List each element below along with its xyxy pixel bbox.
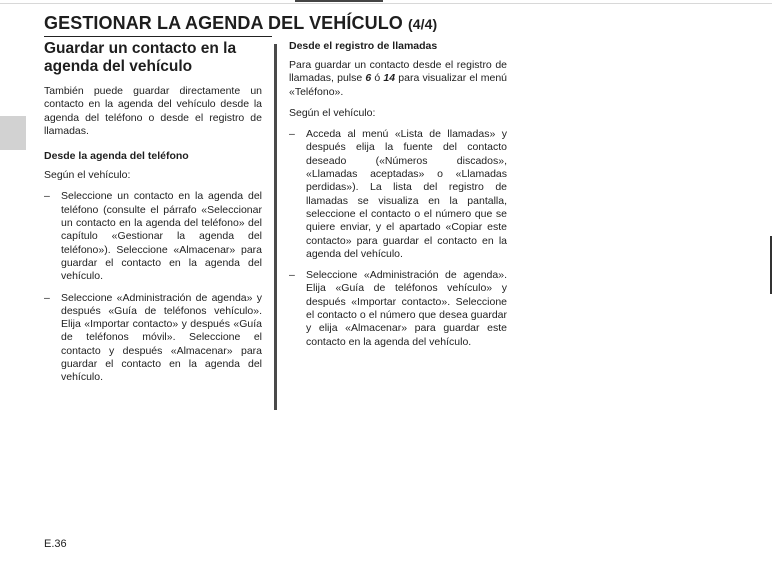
- page-title: [44, 13, 437, 34]
- list-item: – Seleccione «Administración de agenda». Elija «Guía de teléfonos vehículo» y después «Importar contacto». Seleccione el contacto o el número que desea guardar y elija «Almacenar» para guardar este contacto en la agenda del vehículo.: [289, 269, 507, 349]
- column-divider: [274, 44, 277, 410]
- intro-paragraph: También puede guardar directamente un contacto en la agenda del vehículo desde la agenda del teléfono o desde el registro de llamadas.: [44, 85, 262, 137]
- list-item: – Seleccione «Administración de agenda» y después «Guía de teléfonos vehículo». Elija «Importar contacto» y después «Guía de teléfonos móvil». Seleccione el contacto y después «Almacenar» para guardar el contacto en la agenda del vehículo.: [44, 292, 262, 385]
- instruction-list: [289, 128, 507, 349]
- right-column: [289, 40, 507, 357]
- subheading-phone-agenda: Desde la agenda del teléfono: [44, 150, 189, 163]
- key-6: 6: [365, 72, 372, 85]
- vehicle-condition-text: Según el vehículo:: [289, 106, 376, 119]
- list-item: – Acceda al menú «Lista de llamadas» y después elija la fuente del contacto deseado («Números discados», «Llamadas aceptadas» o «Llamadas perdidas»). La lista del registro de llamadas se visualiza en la pantalla, seleccione el contacto o el número que se quiere enviar, y el apartado «Copiar este contacto» para guardar el contacto en la agenda del vehículo.: [289, 128, 507, 261]
- page-part-indicator: (4/4): [408, 16, 438, 32]
- section-title: Guardar un contacto en la agenda del vehículo: [44, 40, 237, 75]
- call-log-intro: Para guardar un contacto desde el registro de llamadas, pulse 6 ó 14 para visualizar el menú «Teléfono».: [289, 59, 508, 98]
- top-border-line: [0, 3, 772, 4]
- list-item: – Seleccione un contacto en la agenda del teléfono (consulte el párrafo «Seleccionar un contacto en la agenda del teléfono» del capítulo «Gestionar la agenda del teléfono»). Seleccione «Almacenar» para guardar el contacto en la agenda del vehículo.: [44, 190, 262, 283]
- top-mark: [295, 0, 383, 2]
- subheading-call-log: Desde el registro de llamadas: [289, 40, 438, 52]
- page-number: E.36: [44, 538, 67, 550]
- vehicle-condition-text: Según el vehículo:: [44, 169, 131, 182]
- page-title-text: GESTIONAR LA AGENDA DEL VEHÍCULO: [44, 13, 403, 33]
- key-14: 14: [383, 72, 396, 85]
- left-column: [44, 40, 262, 393]
- title-underline: [44, 36, 272, 37]
- instruction-list: [44, 190, 262, 384]
- section-side-tab: [0, 116, 26, 150]
